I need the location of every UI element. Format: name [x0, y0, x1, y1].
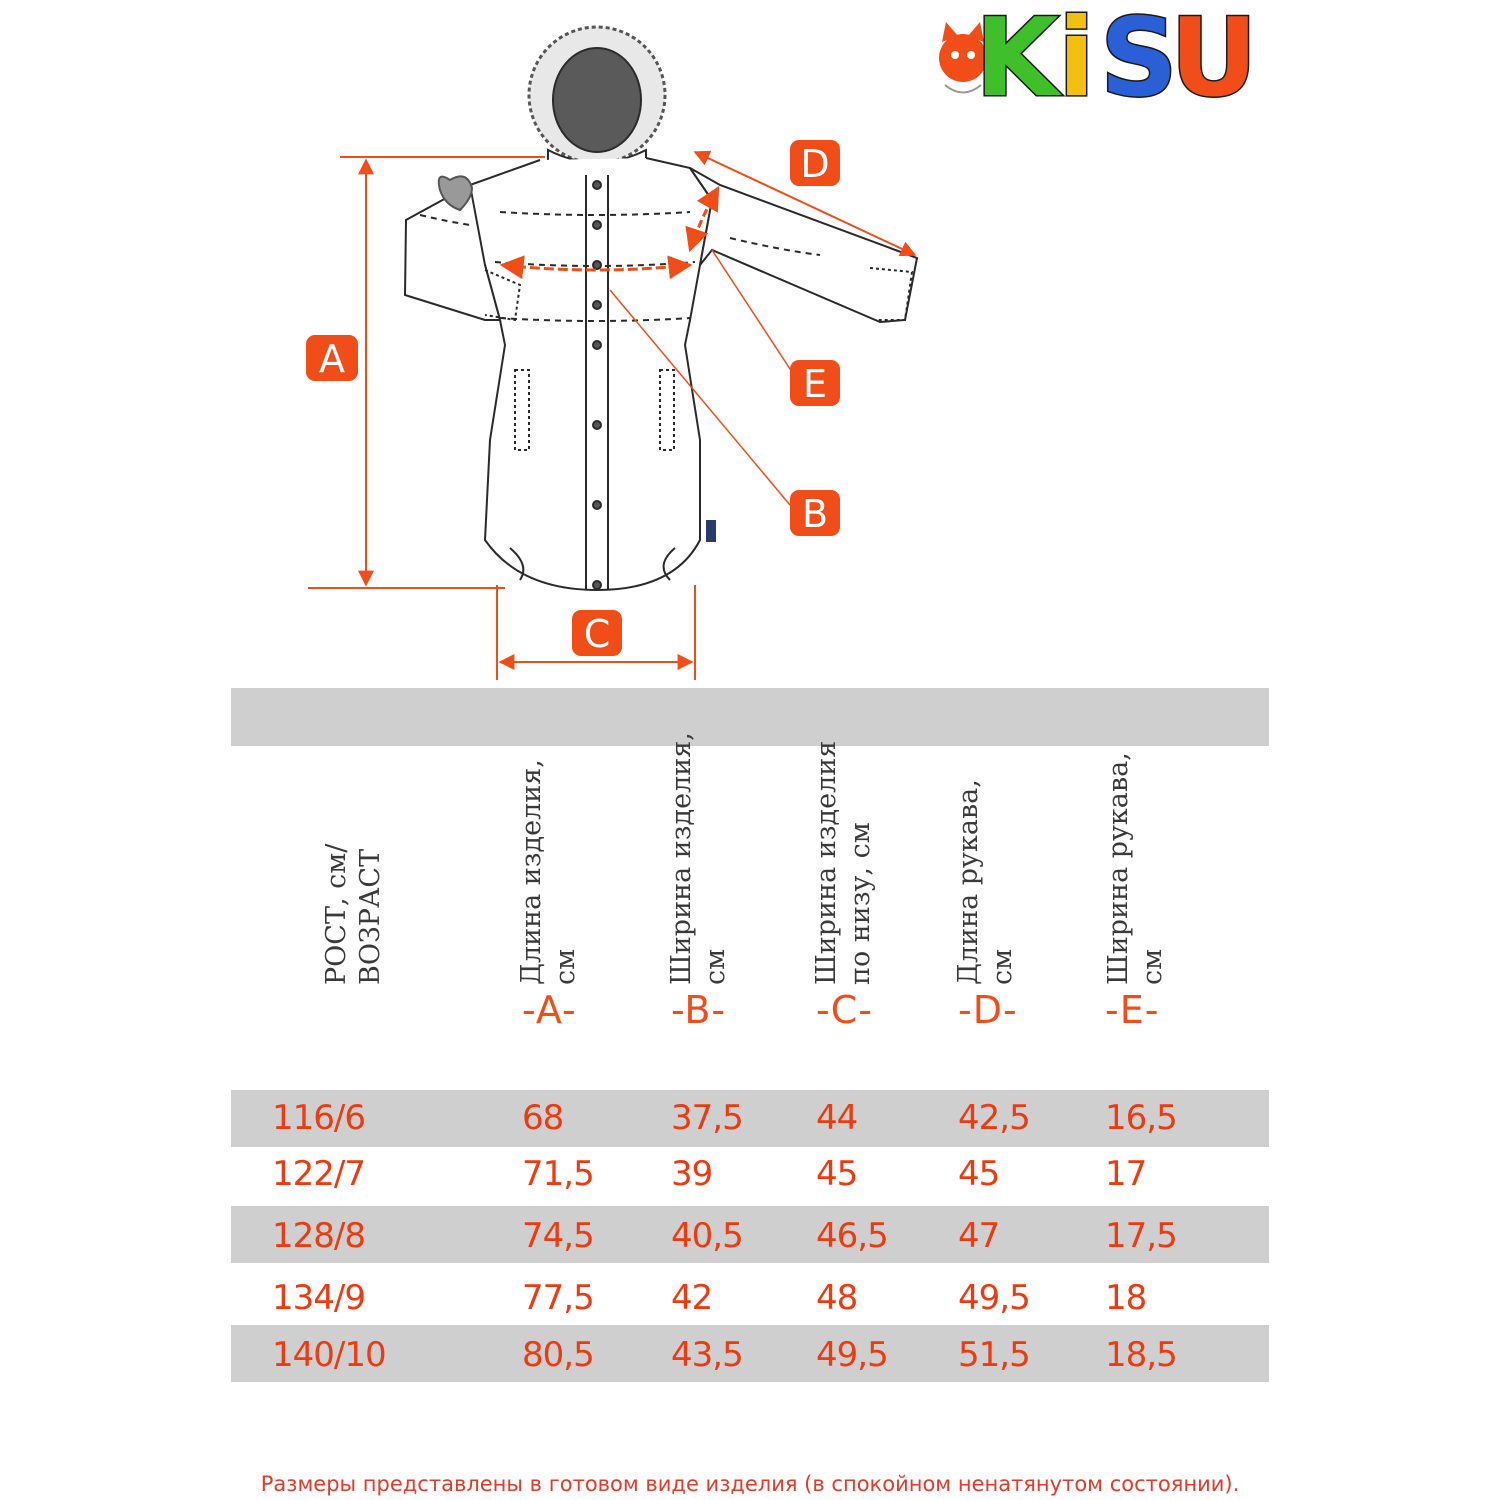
label-badge-d [790, 140, 840, 186]
table-row [0, 1329, 1500, 1387]
header-hem-width: Ширина изделия по низу, см [811, 740, 876, 985]
svg-text:E: E [802, 362, 828, 406]
header-letter-c: -C- [816, 988, 873, 1032]
size-diagram [0, 0, 1500, 700]
cell-d: 42,5 [958, 1098, 1030, 1138]
svg-text:A: A [319, 337, 345, 381]
table-row [0, 1092, 1500, 1150]
label-badge-c [572, 610, 622, 656]
table-row [0, 1210, 1500, 1268]
cell-a: 68 [522, 1098, 564, 1138]
cell-size: 134/9 [272, 1278, 365, 1318]
cell-size: 128/8 [272, 1216, 365, 1256]
cell-size: 140/10 [272, 1335, 386, 1375]
svg-text:i: i [1058, 0, 1096, 121]
header-width: Ширина изделия, см [666, 732, 731, 985]
cell-b: 43,5 [671, 1335, 743, 1375]
cell-e: 17 [1105, 1154, 1147, 1194]
cell-e: 18,5 [1105, 1335, 1177, 1375]
cell-e: 17,5 [1105, 1216, 1177, 1256]
long-hooded-coat-icon [405, 27, 917, 590]
cell-a: 74,5 [522, 1216, 594, 1256]
cell-b: 42 [671, 1278, 713, 1318]
cell-d: 49,5 [958, 1278, 1030, 1318]
header-sleeve-width: Ширина рукава, см [1103, 752, 1168, 985]
svg-text:B: B [801, 492, 829, 536]
footnote: Размеры представлены в готовом виде изделия (в спокойном ненатянутом состоянии). [260, 1472, 1240, 1496]
cell-c: 45 [816, 1154, 858, 1194]
header-letter-b: -B- [671, 988, 727, 1032]
svg-text:S: S [1100, 0, 1178, 121]
cell-c: 49,5 [816, 1335, 888, 1375]
table-row [0, 1272, 1500, 1330]
header-sleeve-length: Длина рукава, см [953, 779, 1018, 985]
table-row [0, 1148, 1500, 1206]
header-letter-e: -E- [1105, 988, 1160, 1032]
label-badge-b [790, 490, 840, 536]
cell-b: 39 [671, 1154, 713, 1194]
header-length: Длина изделия, см [516, 759, 581, 985]
svg-text:K: K [975, 0, 1059, 121]
cell-b: 37,5 [671, 1098, 743, 1138]
cell-e: 16,5 [1105, 1098, 1177, 1138]
cell-a: 77,5 [522, 1278, 594, 1318]
label-badge-e [790, 360, 840, 406]
cell-d: 47 [958, 1216, 1000, 1256]
cell-size: 122/7 [272, 1154, 365, 1194]
cell-d: 51,5 [958, 1335, 1030, 1375]
cell-a: 71,5 [522, 1154, 594, 1194]
header-height-age: РОСТ, см/ ВОЗРАСТ [321, 843, 386, 985]
cell-c: 48 [816, 1278, 858, 1318]
svg-text:D: D [800, 142, 830, 186]
table-top-band [231, 688, 1269, 746]
cell-a: 80,5 [522, 1335, 594, 1375]
cell-d: 45 [958, 1154, 1000, 1194]
svg-text:U: U [1170, 0, 1258, 121]
cell-e: 18 [1105, 1278, 1147, 1318]
cell-size: 116/6 [272, 1098, 365, 1138]
header-letter-d: -D- [958, 988, 1018, 1032]
cell-c: 44 [816, 1098, 858, 1138]
kisu-logo [939, 0, 1258, 121]
label-badge-a [306, 335, 358, 381]
svg-text:C: C [583, 612, 611, 656]
cell-c: 46,5 [816, 1216, 888, 1256]
header-letter-a: -A- [522, 988, 577, 1032]
cell-b: 40,5 [671, 1216, 743, 1256]
